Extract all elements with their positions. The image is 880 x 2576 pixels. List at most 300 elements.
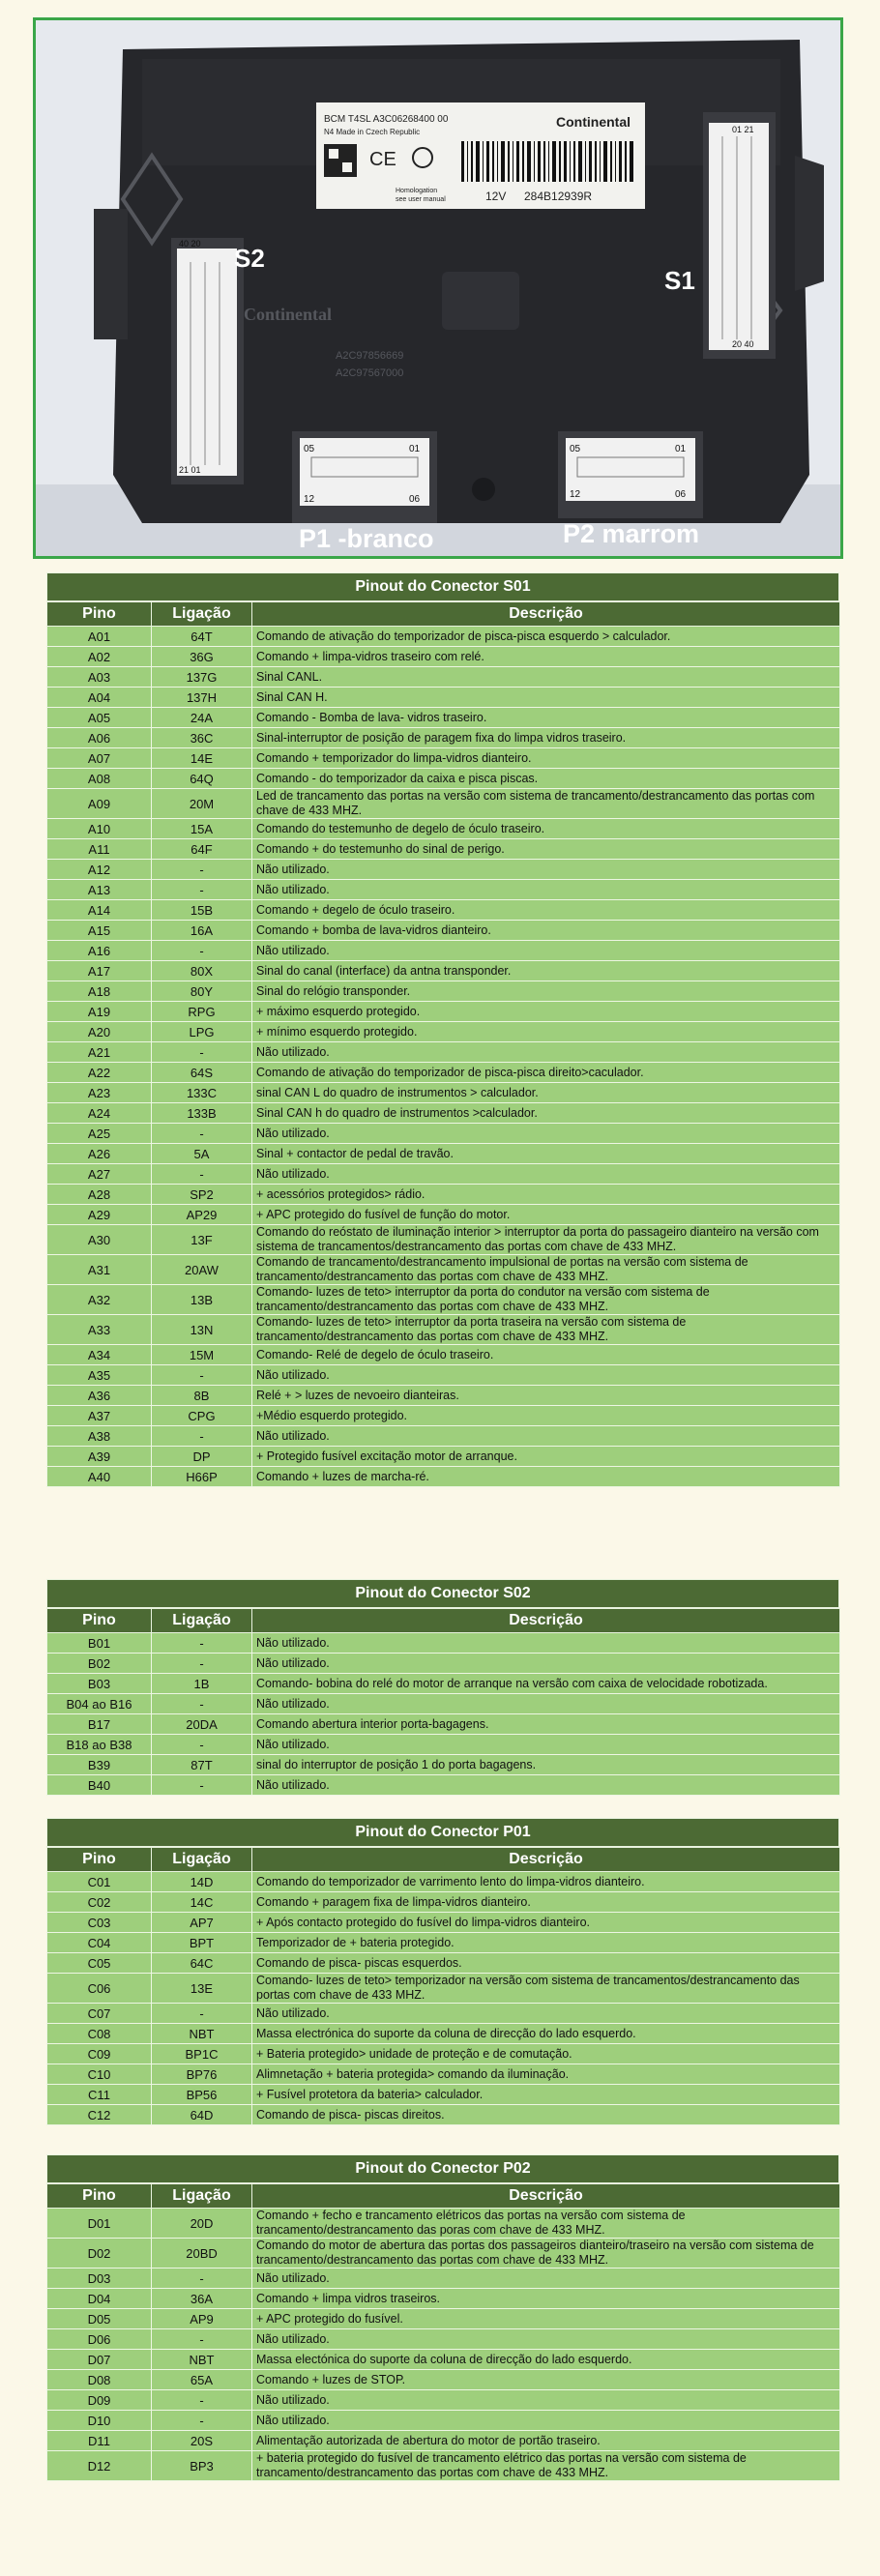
- link-cell: 15M: [152, 1345, 252, 1365]
- pinout-table: [46, 2154, 839, 2481]
- description-cell: Não utilizado.: [252, 1042, 840, 1063]
- pin-cell: A38: [47, 1426, 152, 1447]
- link-cell: AP9: [152, 2309, 252, 2329]
- description-cell: Comando + luzes de marcha-ré.: [252, 1467, 840, 1487]
- description-cell: Não utilizado.: [252, 880, 840, 900]
- p1-pin-bl: 12: [304, 494, 315, 505]
- description-cell: Massa electónica do suporte da coluna de direcção do lado esquerdo.: [252, 2350, 840, 2370]
- table-row: [47, 981, 840, 1002]
- description-cell: Não utilizado.: [252, 2411, 840, 2431]
- table-row: [47, 2085, 840, 2105]
- pin-cell: C05: [47, 1953, 152, 1974]
- description-cell: Comando- bobina do relé do motor de arranque na versão com caixa de velocidade robotizada.: [252, 1674, 840, 1694]
- pin-cell: A13: [47, 880, 152, 900]
- link-cell: NBT: [152, 2024, 252, 2044]
- table-row: [47, 688, 840, 708]
- link-cell: 64S: [152, 1063, 252, 1083]
- pin-cell: D12: [47, 2451, 152, 2481]
- description-cell: Relé + > luzes de nevoeiro dianteiras.: [252, 1386, 840, 1406]
- sticker-voltage: 12V: [485, 190, 507, 203]
- pin-cell: A31: [47, 1255, 152, 1285]
- description-cell: Comando- luzes de teto> interruptor da porta traseira na versão com sistema de trancamento/destrancamento das portas com chave de 433 MHZ.: [252, 1315, 840, 1345]
- link-cell: BP56: [152, 2085, 252, 2105]
- table-row: [47, 1205, 840, 1225]
- table-row: [47, 1386, 840, 1406]
- pin-cell: A35: [47, 1365, 152, 1386]
- link-cell: BP1C: [152, 2044, 252, 2064]
- description-cell: Comando - do temporizador da caixa e pisca piscas.: [252, 769, 840, 789]
- table-row: [47, 647, 840, 667]
- description-cell: +Médio esquerdo protegido.: [252, 1406, 840, 1426]
- pin-cell: A05: [47, 708, 152, 728]
- pinout-table: [46, 572, 839, 1487]
- pin-cell: A06: [47, 728, 152, 748]
- table-row: [47, 1775, 840, 1796]
- link-cell: SP2: [152, 1185, 252, 1205]
- table-row: [47, 1285, 840, 1315]
- pin-cell: A01: [47, 627, 152, 647]
- table-row: [47, 1365, 840, 1386]
- table-row: [47, 2370, 840, 2390]
- description-cell: Alimentação autorizada de abertura do motor de portão traseiro.: [252, 2431, 840, 2451]
- description-cell: Comando do temporizador de varrimento lento do limpa-vidros dianteiro.: [252, 1872, 840, 1892]
- link-cell: 14C: [152, 1892, 252, 1913]
- link-cell: 64T: [152, 627, 252, 647]
- column-header-desc: Descrição: [252, 1848, 840, 1872]
- ce-mark: CE: [369, 149, 396, 170]
- description-cell: Não utilizado.: [252, 1426, 840, 1447]
- table-title: Pinout do Conector S02: [46, 1579, 839, 1608]
- p2-pin-br: 06: [675, 489, 687, 500]
- description-cell: Sinal + contactor de pedal de travão.: [252, 1144, 840, 1164]
- link-cell: DP: [152, 1447, 252, 1467]
- link-cell: -: [152, 2269, 252, 2289]
- pin-cell: A09: [47, 789, 152, 819]
- link-cell: 8B: [152, 1386, 252, 1406]
- description-cell: Comando- Relé de degelo de óculo traseiro.: [252, 1345, 840, 1365]
- description-cell: Não utilizado.: [252, 1775, 840, 1796]
- link-cell: AP7: [152, 1913, 252, 1933]
- pin-cell: B39: [47, 1755, 152, 1775]
- description-cell: + máximo esquerdo protegido.: [252, 1002, 840, 1022]
- table-row: [47, 1002, 840, 1022]
- description-cell: Não utilizado.: [252, 1633, 840, 1654]
- description-cell: Comando- luzes de teto> interruptor da porta do condutor na versão com sistema de trancamento/destrancamento das portas com chave de 433 MHZ.: [252, 1285, 840, 1315]
- description-cell: Comando de trancamento/destrancamento impulsional de portas na versão com sistema de trancamento/destrancamento das portas com chave de 433 MHZ.: [252, 1255, 840, 1285]
- table-row: [47, 1185, 840, 1205]
- link-cell: 13N: [152, 1315, 252, 1345]
- pin-cell: B18 ao B38: [47, 1735, 152, 1755]
- description-cell: + APC protegido do fusível de função do motor.: [252, 1205, 840, 1225]
- description-cell: + acessórios protegidos> rádio.: [252, 1185, 840, 1205]
- description-cell: Comando do reóstato de iluminação interior > interruptor da porta do passageiro dianteiro na versão com sistema de trancamentos/destrancamento das portas com chave de 433 MHZ.: [252, 1225, 840, 1255]
- table-title: Pinout do Conector P01: [46, 1818, 839, 1847]
- pin-cell: C06: [47, 1974, 152, 2004]
- table-row: [47, 708, 840, 728]
- link-cell: 14E: [152, 748, 252, 769]
- description-cell: Comando de pisca- piscas esquerdos.: [252, 1953, 840, 1974]
- link-cell: -: [152, 1365, 252, 1386]
- description-cell: Sinal do relógio transponder.: [252, 981, 840, 1002]
- table-row: [47, 2105, 840, 2125]
- description-cell: + Fusível protetora da bateria> calculador.: [252, 2085, 840, 2105]
- p2-pin-tl: 05: [570, 444, 581, 454]
- description-cell: Não utilizado.: [252, 2269, 840, 2289]
- table-row: [47, 900, 840, 921]
- sticker-line3: Homologation: [396, 188, 438, 194]
- table-row: [47, 1022, 840, 1042]
- table-row: [47, 2024, 840, 2044]
- description-cell: + bateria protegido do fusível de trancamento elétrico das portas na versão com sistema de trancamento/destrancamento das portas com chave de 433 MHZ.: [252, 2451, 840, 2481]
- pin-cell: A17: [47, 961, 152, 981]
- table-row: [47, 769, 840, 789]
- pin-cell: A40: [47, 1467, 152, 1487]
- description-cell: + Protegido fusível excitação motor de arranque.: [252, 1447, 840, 1467]
- table-row: [47, 1103, 840, 1124]
- description-cell: Comando abertura interior porta-bagagens.: [252, 1714, 840, 1735]
- link-cell: -: [152, 1633, 252, 1654]
- link-cell: -: [152, 1775, 252, 1796]
- pin-cell: A12: [47, 860, 152, 880]
- link-cell: 15A: [152, 819, 252, 839]
- table-row: [47, 1872, 840, 1892]
- description-cell: Comando + degelo de óculo traseiro.: [252, 900, 840, 921]
- pin-cell: C07: [47, 2004, 152, 2024]
- table-row: [47, 1674, 840, 1694]
- link-cell: 64D: [152, 2105, 252, 2125]
- link-cell: AP29: [152, 1205, 252, 1225]
- description-cell: + mínimo esquerdo protegido.: [252, 1022, 840, 1042]
- link-cell: -: [152, 2390, 252, 2411]
- pin-cell: D11: [47, 2431, 152, 2451]
- link-cell: 64C: [152, 1953, 252, 1974]
- sticker-part-number: 284B12939R: [524, 190, 593, 203]
- description-cell: Não utilizado.: [252, 2004, 840, 2024]
- link-cell: 13E: [152, 1974, 252, 2004]
- link-cell: -: [152, 2411, 252, 2431]
- pin-cell: A29: [47, 1205, 152, 1225]
- pin-cell: A28: [47, 1185, 152, 1205]
- pin-cell: C11: [47, 2085, 152, 2105]
- link-cell: -: [152, 1654, 252, 1674]
- table-row: [47, 1755, 840, 1775]
- table-row: [47, 2239, 840, 2269]
- description-cell: Comando do motor de abertura das portas dos passageiros dianteiro/traseiro na versão com sistema de trancamento/destrancamento das portas com chave de 433 MHZ.: [252, 2239, 840, 2269]
- p2-pin-tr: 01: [675, 444, 687, 454]
- connector-s2: [177, 249, 237, 476]
- pin-cell: A22: [47, 1063, 152, 1083]
- table-row: [47, 1913, 840, 1933]
- pin-cell: A07: [47, 748, 152, 769]
- pin-cell: A39: [47, 1447, 152, 1467]
- table-row: [47, 1063, 840, 1083]
- label-p1: P1 -branco: [299, 524, 434, 553]
- link-cell: -: [152, 860, 252, 880]
- description-cell: Massa electrónica do suporte da coluna de direcção do lado esquerdo.: [252, 2024, 840, 2044]
- description-cell: + APC protegido do fusível.: [252, 2309, 840, 2329]
- link-cell: -: [152, 880, 252, 900]
- description-cell: Comando + fecho e trancamento elétricos das portas na versão com sistema de trancamento/destrancamento das poras com chave de 433 MHZ.: [252, 2209, 840, 2239]
- link-cell: 36A: [152, 2289, 252, 2309]
- pin-cell: C09: [47, 2044, 152, 2064]
- pin-cell: B40: [47, 1775, 152, 1796]
- pin-cell: B03: [47, 1674, 152, 1694]
- pin-cell: A20: [47, 1022, 152, 1042]
- description-cell: Não utilizado.: [252, 1365, 840, 1386]
- table-row: [47, 819, 840, 839]
- column-header-link: Ligação: [152, 2184, 252, 2209]
- description-cell: Comando - Bomba de lava- vidros traseiro.: [252, 708, 840, 728]
- table-row: [47, 880, 840, 900]
- link-cell: 20S: [152, 2431, 252, 2451]
- link-cell: 20BD: [152, 2239, 252, 2269]
- label-s2: S2: [234, 244, 265, 273]
- table-row: [47, 2451, 840, 2481]
- table-row: [47, 1345, 840, 1365]
- link-cell: BP76: [152, 2064, 252, 2085]
- table-row: [47, 1694, 840, 1714]
- description-cell: Comando de ativação do temporizador de pisca-pisca esquerdo > calculador.: [252, 627, 840, 647]
- table-row: [47, 1892, 840, 1913]
- table-row: [47, 1164, 840, 1185]
- pin-cell: A18: [47, 981, 152, 1002]
- link-cell: 14D: [152, 1872, 252, 1892]
- description-cell: Não utilizado.: [252, 1654, 840, 1674]
- description-cell: Comando + limpa vidros traseiros.: [252, 2289, 840, 2309]
- link-cell: 20DA: [152, 1714, 252, 1735]
- description-cell: Não utilizado.: [252, 860, 840, 880]
- s1-bottom-pins: 20 40: [732, 339, 754, 349]
- pin-cell: D09: [47, 2390, 152, 2411]
- pin-cell: A08: [47, 769, 152, 789]
- link-cell: 16A: [152, 921, 252, 941]
- column-header-desc: Descrição: [252, 602, 840, 627]
- table-row: [47, 1083, 840, 1103]
- pin-cell: A15: [47, 921, 152, 941]
- sticker-line2: N4 Made in Czech Republic: [324, 128, 421, 136]
- description-cell: Não utilizado.: [252, 1164, 840, 1185]
- table-row: [47, 1124, 840, 1144]
- pin-cell: D10: [47, 2411, 152, 2431]
- description-cell: Comando- luzes de teto> temporizador na versão com sistema de trancamentos/destrancamento das portas com chave de 433 MHZ.: [252, 1974, 840, 2004]
- pin-cell: A14: [47, 900, 152, 921]
- pin-cell: A27: [47, 1164, 152, 1185]
- description-cell: Não utilizado.: [252, 1124, 840, 1144]
- column-header-pin: Pino: [47, 602, 152, 627]
- table-row: [47, 2209, 840, 2239]
- pin-cell: A32: [47, 1285, 152, 1315]
- s1-top-pins: 01 21: [732, 125, 754, 134]
- pin-cell: D03: [47, 2269, 152, 2289]
- link-cell: 80Y: [152, 981, 252, 1002]
- table-row: [47, 748, 840, 769]
- table-row: [47, 1225, 840, 1255]
- table-row: [47, 789, 840, 819]
- pin-cell: A36: [47, 1386, 152, 1406]
- column-header-desc: Descrição: [252, 2184, 840, 2209]
- pin-cell: D02: [47, 2239, 152, 2269]
- link-cell: BP3: [152, 2451, 252, 2481]
- pinout-table: [46, 1579, 839, 1796]
- link-cell: 65A: [152, 2370, 252, 2390]
- description-cell: sinal CAN L do quadro de instrumentos > calculador.: [252, 1083, 840, 1103]
- column-header-pin: Pino: [47, 2184, 152, 2209]
- pin-cell: C02: [47, 1892, 152, 1913]
- description-cell: Comando do testemunho de degelo de óculo traseiro.: [252, 819, 840, 839]
- pin-cell: D08: [47, 2370, 152, 2390]
- table-row: [47, 1406, 840, 1426]
- pin-cell: B04 ao B16: [47, 1694, 152, 1714]
- link-cell: RPG: [152, 1002, 252, 1022]
- pin-cell: D07: [47, 2350, 152, 2370]
- description-cell: Não utilizado.: [252, 2390, 840, 2411]
- column-header-pin: Pino: [47, 1848, 152, 1872]
- description-cell: Temporizador de + bateria protegido.: [252, 1933, 840, 1953]
- link-cell: 87T: [152, 1755, 252, 1775]
- pin-cell: A16: [47, 941, 152, 961]
- table-row: [47, 2431, 840, 2451]
- pin-cell: C12: [47, 2105, 152, 2125]
- table-row: [47, 2044, 840, 2064]
- case-brand: Continental: [244, 305, 333, 324]
- pin-cell: B01: [47, 1633, 152, 1654]
- table-row: [47, 1315, 840, 1345]
- link-cell: -: [152, 2329, 252, 2350]
- table-row: [47, 2390, 840, 2411]
- table-row: [47, 839, 840, 860]
- link-cell: 15B: [152, 900, 252, 921]
- table-row: [47, 2004, 840, 2024]
- table-row: [47, 2350, 840, 2370]
- pinout-table: [46, 1818, 839, 2125]
- link-cell: -: [152, 1124, 252, 1144]
- sticker-line4: see user manual: [396, 196, 446, 203]
- s2-bottom-pins: 21 01: [179, 465, 201, 475]
- pin-cell: A03: [47, 667, 152, 688]
- link-cell: -: [152, 1426, 252, 1447]
- description-cell: Não utilizado.: [252, 1735, 840, 1755]
- pin-cell: A30: [47, 1225, 152, 1255]
- table-row: [47, 2309, 840, 2329]
- table-row: [47, 1654, 840, 1674]
- pin-cell: C10: [47, 2064, 152, 2085]
- link-cell: -: [152, 2004, 252, 2024]
- link-cell: -: [152, 1164, 252, 1185]
- table-row: [47, 860, 840, 880]
- description-cell: + Bateria protegido> unidade de proteção e de comutação.: [252, 2044, 840, 2064]
- link-cell: H66P: [152, 1467, 252, 1487]
- pin-cell: A33: [47, 1315, 152, 1345]
- description-cell: Comando de pisca- piscas direitos.: [252, 2105, 840, 2125]
- link-cell: 5A: [152, 1144, 252, 1164]
- description-cell: Sinal CANL.: [252, 667, 840, 688]
- table-row: [47, 1144, 840, 1164]
- description-cell: Led de trancamento das portas na versão com sistema de trancamento/destrancamento das portas com chave de 433 MHZ.: [252, 789, 840, 819]
- pin-cell: C01: [47, 1872, 152, 1892]
- column-header-link: Ligação: [152, 1609, 252, 1633]
- description-cell: Comando + do testemunho do sinal de perigo.: [252, 839, 840, 860]
- pin-cell: A24: [47, 1103, 152, 1124]
- p1-pin-br: 06: [409, 494, 421, 505]
- link-cell: 64F: [152, 839, 252, 860]
- description-cell: Comando + limpa-vidros traseiro com relé.: [252, 647, 840, 667]
- table-title: Pinout do Conector P02: [46, 2154, 839, 2183]
- description-cell: Comando de ativação do temporizador de pisca-pisca direito>caculador.: [252, 1063, 840, 1083]
- description-cell: sinal do interruptor de posição 1 do porta bagagens.: [252, 1755, 840, 1775]
- link-cell: 36C: [152, 728, 252, 748]
- link-cell: -: [152, 1042, 252, 1063]
- link-cell: 133C: [152, 1083, 252, 1103]
- bcm-module-drawing: [36, 20, 840, 556]
- table-row: [47, 941, 840, 961]
- link-cell: 24A: [152, 708, 252, 728]
- description-cell: Comando + paragem fixa de limpa-vidros dianteiro.: [252, 1892, 840, 1913]
- pin-cell: D04: [47, 2289, 152, 2309]
- description-cell: Comando + bomba de lava-vidros dianteiro.: [252, 921, 840, 941]
- table-row: [47, 2411, 840, 2431]
- link-cell: 137H: [152, 688, 252, 708]
- link-cell: 13F: [152, 1225, 252, 1255]
- case-code-1: A2C97856669: [336, 350, 404, 362]
- table-row: [47, 1974, 840, 2004]
- sticker-line1: BCM T4SL A3C06268400 00: [324, 114, 449, 125]
- pin-cell: D06: [47, 2329, 152, 2350]
- table-row: [47, 1042, 840, 1063]
- description-cell: Não utilizado.: [252, 941, 840, 961]
- pin-cell: A10: [47, 819, 152, 839]
- table-row: [47, 2289, 840, 2309]
- column-header-desc: Descrição: [252, 1609, 840, 1633]
- connector-s1: [709, 123, 769, 350]
- p1-pin-tr: 01: [409, 444, 421, 454]
- description-cell: Alimnetação + bateria protegida> comando da iluminação.: [252, 2064, 840, 2085]
- pin-cell: A19: [47, 1002, 152, 1022]
- bcm-module-photo: [33, 17, 843, 559]
- table-row: [47, 667, 840, 688]
- table-row: [47, 1426, 840, 1447]
- link-cell: 64Q: [152, 769, 252, 789]
- link-cell: 133B: [152, 1103, 252, 1124]
- table-row: [47, 2269, 840, 2289]
- description-cell: Sinal-interruptor de posição de paragem fixa do limpa vidros traseiro.: [252, 728, 840, 748]
- pin-cell: A11: [47, 839, 152, 860]
- link-cell: 20D: [152, 2209, 252, 2239]
- table-row: [47, 1447, 840, 1467]
- table-row: [47, 961, 840, 981]
- table-title: Pinout do Conector S01: [46, 572, 839, 601]
- table-row: [47, 2329, 840, 2350]
- table-row: [47, 1633, 840, 1654]
- table-row: [47, 921, 840, 941]
- label-p2: P2 marrom: [563, 519, 700, 548]
- link-cell: 20AW: [152, 1255, 252, 1285]
- description-cell: Sinal CAN H.: [252, 688, 840, 708]
- link-cell: NBT: [152, 2350, 252, 2370]
- pin-cell: A04: [47, 688, 152, 708]
- link-cell: -: [152, 1694, 252, 1714]
- table-row: [47, 1953, 840, 1974]
- pin-cell: A25: [47, 1124, 152, 1144]
- link-cell: 20M: [152, 789, 252, 819]
- column-header-link: Ligação: [152, 602, 252, 627]
- link-cell: LPG: [152, 1022, 252, 1042]
- p2-pin-bl: 12: [570, 489, 581, 500]
- table-row: [47, 1735, 840, 1755]
- link-cell: 1B: [152, 1674, 252, 1694]
- link-cell: -: [152, 1735, 252, 1755]
- pin-cell: A26: [47, 1144, 152, 1164]
- table-row: [47, 1467, 840, 1487]
